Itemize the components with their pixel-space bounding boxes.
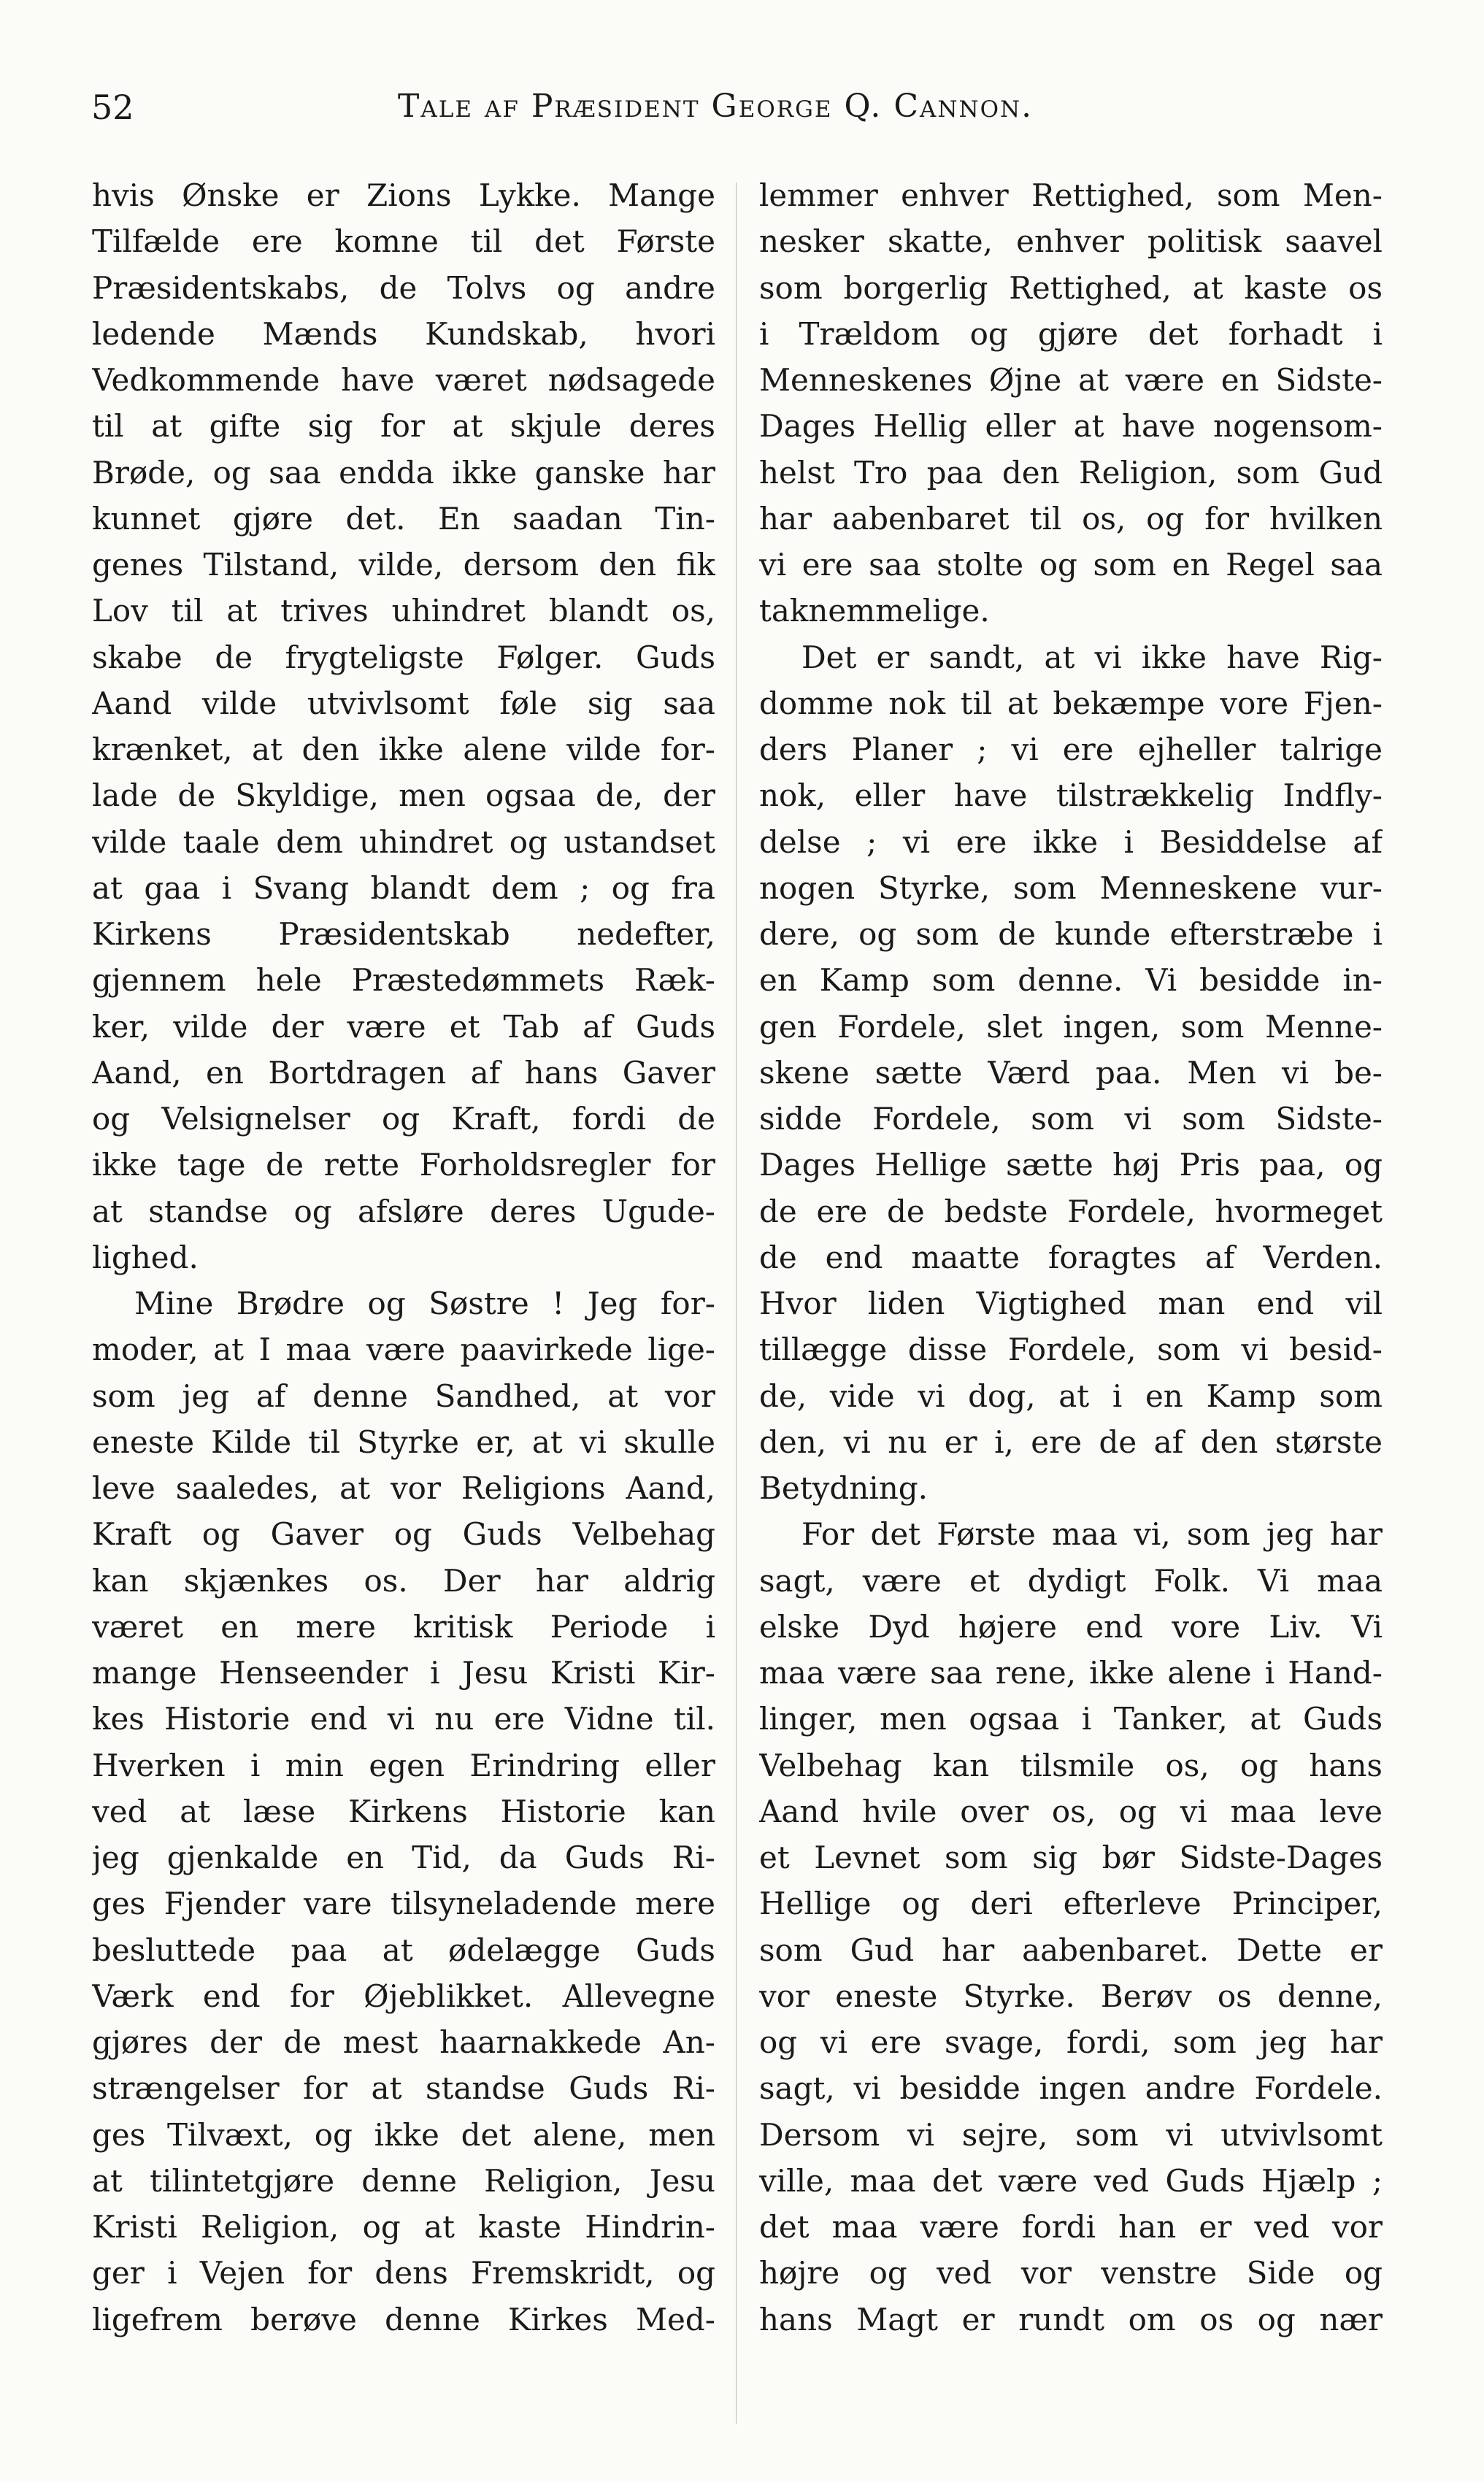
text-line: Aand vilde utvivlsomt føle sig saa	[92, 685, 715, 721]
text-line: Hvor liden Vigtighed man end vil	[759, 1286, 1383, 1321]
text-line: Brøde, og saa endda ikke ganske har	[92, 454, 715, 491]
text-line: gen Fordele, slet ingen, som Menne-	[759, 1008, 1383, 1045]
text-line: at gaa i Svang blandt dem ; og fra	[92, 869, 715, 906]
text-line: den, vi nu er i, ere de af den største	[759, 1424, 1383, 1460]
text-line: ligefrem berøve denne Kirkes Med-	[92, 2301, 715, 2337]
text-line: leve saaledes, at vor Religions Aand,	[92, 1470, 715, 1506]
text-line: Dersom vi sejre, som vi utvivlsomt	[759, 2116, 1383, 2153]
text-line: genes Tilstand, vilde, dersom den fik	[92, 547, 715, 583]
text-line: det maa være fordi han er ved vor	[759, 2209, 1383, 2245]
text-line: taknemmelige.	[759, 593, 990, 629]
text-line: de end maatte foragtes af Verden.	[759, 1239, 1383, 1275]
column-divider	[736, 182, 737, 2424]
text-line: kan skjænkes os. Der har aldrig	[92, 1562, 715, 1599]
text-line: Værk end for Øjeblikket. Allevegne	[92, 1978, 715, 2014]
text-line: hvis Ønske er Zions Lykke. Mange	[92, 177, 715, 213]
text-line: Aand hvile over os, og vi maa leve	[759, 1793, 1383, 1829]
text-line: For det Første maa vi, som jeg har	[801, 1516, 1383, 1553]
text-line: ges Fjender vare tilsyneladende mere	[92, 1886, 715, 1922]
text-line: som borgerlig Rettighed, at kaste os	[759, 269, 1383, 306]
text-line: at tilintetgjøre denne Religion, Jesu	[92, 2162, 715, 2199]
text-line: ker, vilde der være et Tab af Guds	[92, 1008, 715, 1045]
text-line: skene sætte Værd paa. Men vi be-	[759, 1054, 1383, 1091]
text-line: en Kamp som denne. Vi besidde in-	[759, 962, 1383, 999]
text-line: og vi ere svage, fordi, som jeg har	[759, 2024, 1383, 2060]
text-line: været en mere kritisk Periode i	[92, 1608, 715, 1645]
text-line: lade de Skyldige, men ogsaa de, der	[92, 777, 715, 814]
text-line: jeg gjenkalde en Tid, da Guds Ri-	[92, 1840, 715, 1875]
text-line: Lov til at trives uhindret blandt os,	[92, 593, 715, 629]
right-text-column	[759, 172, 1383, 2343]
text-line: Kirkens Præsidentskab nedefter,	[92, 916, 715, 952]
text-line: Hellige og deri efterleve Principer,	[759, 1886, 1383, 1922]
text-line: besluttede paa at ødelægge Guds	[92, 1932, 715, 1968]
page-number: 52	[91, 88, 134, 127]
text-line: helst Tro paa den Religion, som Gud	[759, 454, 1383, 491]
text-line: Hverken i min egen Erindring eller	[92, 1747, 715, 1783]
text-line: gjennem hele Præstedømmets Ræk-	[92, 962, 715, 999]
text-line: at standse og afsløre deres Ugude-	[92, 1193, 715, 1229]
text-line: nesker skatte, enhver politisk saavel	[759, 223, 1383, 260]
text-line: ikke tage de rette Forholdsregler for	[92, 1147, 715, 1183]
text-line: de, vide vi dog, at i en Kamp som	[759, 1378, 1383, 1414]
text-line: vi ere saa stolte og som en Regel saa	[759, 547, 1383, 583]
text-line: som jeg af denne Sandhed, at vor	[92, 1378, 715, 1414]
text-line: ders Planer ; vi ere ejheller talrige	[759, 731, 1383, 767]
text-line: Velbehag kan tilsmile os, og hans	[759, 1747, 1383, 1783]
text-line: Mine Brødre og Søstre ! Jeg for-	[134, 1286, 715, 1321]
text-line: som Gud har aabenbaret. Dette er	[759, 1932, 1383, 1968]
text-line: skabe de frygteligste Følger. Guds	[92, 639, 715, 675]
text-line: kes Historie end vi nu ere Vidne til.	[92, 1701, 715, 1737]
text-line: har aabenbaret til os, og for hvilken	[759, 500, 1383, 537]
text-line: delse ; vi ere ikke i Besiddelse af	[759, 823, 1383, 860]
text-line: krænket, at den ikke alene vilde for-	[92, 731, 715, 767]
text-line: kunnet gjøre det. En saadan Tin-	[92, 500, 715, 537]
text-line: gjøres der de mest haarnakkede An-	[92, 2024, 715, 2060]
text-line: ger i Vejen for dens Fremskridt, og	[92, 2255, 715, 2291]
text-line: lighed.	[92, 1239, 199, 1275]
text-line: sagt, vi besidde ingen andre Fordele.	[759, 2070, 1383, 2107]
text-line: ges Tilvæxt, og ikke det alene, men	[92, 2116, 715, 2153]
text-line: Vedkommende have været nødsagede	[92, 362, 715, 398]
text-line: de ere de bedste Fordele, hvormeget	[759, 1193, 1383, 1229]
text-line: et Levnet som sig bør Sidste-Dages	[759, 1840, 1383, 1875]
text-line: vilde taale dem uhindret og ustandset	[92, 823, 715, 860]
text-line: ved at læse Kirkens Historie kan	[92, 1793, 715, 1829]
text-line: dere, og som de kunde efterstræbe i	[759, 916, 1383, 952]
text-line: sagt, være et dydigt Folk. Vi maa	[759, 1562, 1383, 1599]
running-title: Tale af Præsident George Q. Cannon.	[398, 88, 1034, 125]
text-line: Dages Hellig eller at have nogensom-	[759, 408, 1383, 445]
text-line: Dages Hellige sætte høj Pris paa, og	[759, 1147, 1383, 1183]
text-line: vor eneste Styrke. Berøv os denne,	[759, 1978, 1383, 2014]
text-line: sidde Fordele, som vi som Sidste-	[759, 1101, 1383, 1137]
text-line: strængelser for at standse Guds Ri-	[92, 2070, 715, 2107]
left-text-column	[92, 172, 715, 2343]
text-line: ledende Mænds Kundskab, hvori	[92, 315, 715, 352]
text-line: nogen Styrke, som Menneskene vur-	[759, 869, 1383, 906]
text-line: linger, men ogsaa i Tanker, at Guds	[759, 1701, 1383, 1737]
text-line: elske Dyd højere end vore Liv. Vi	[759, 1608, 1383, 1645]
text-line: moder, at I maa være paavirkede lige-	[92, 1332, 715, 1368]
text-line: til at gifte sig for at skjule deres	[92, 408, 715, 445]
page-header	[91, 88, 1113, 139]
text-line: Kristi Religion, og at kaste Hindrin-	[92, 2209, 715, 2245]
text-line: Aand, en Bortdragen af hans Gaver	[92, 1054, 715, 1091]
text-line: Tilfælde ere komne til det Første	[92, 223, 715, 260]
text-line: Præsidentskabs, de Tolvs og andre	[92, 269, 715, 306]
text-line: Betydning.	[759, 1470, 928, 1506]
text-line: højre og ved vor venstre Side og	[759, 2255, 1383, 2291]
text-line: nok, eller have tilstrækkelig Indfly-	[759, 777, 1383, 814]
text-line: lemmer enhver Rettighed, som Men-	[759, 177, 1383, 213]
text-line: ville, maa det være ved Guds Hjælp ;	[759, 2162, 1383, 2199]
text-line: hans Magt er rundt om os og nær	[759, 2301, 1383, 2337]
text-line: mange Henseender i Jesu Kristi Kir-	[92, 1655, 715, 1691]
text-line: Menneskenes Øjne at være en Sidste-	[759, 362, 1383, 398]
text-line: maa være saa rene, ikke alene i Hand-	[759, 1655, 1383, 1691]
text-line: i Trældom og gjøre det forhadt i	[759, 315, 1383, 352]
text-line: og Velsignelser og Kraft, fordi de	[92, 1101, 715, 1137]
text-line: tillægge disse Fordele, som vi besid-	[759, 1332, 1383, 1368]
text-line: Kraft og Gaver og Guds Velbehag	[92, 1516, 715, 1553]
text-line: eneste Kilde til Styrke er, at vi skulle	[92, 1424, 715, 1460]
text-line: Det er sandt, at vi ikke have Rig-	[801, 639, 1383, 675]
text-line: domme nok til at bekæmpe vore Fjen-	[759, 685, 1383, 721]
